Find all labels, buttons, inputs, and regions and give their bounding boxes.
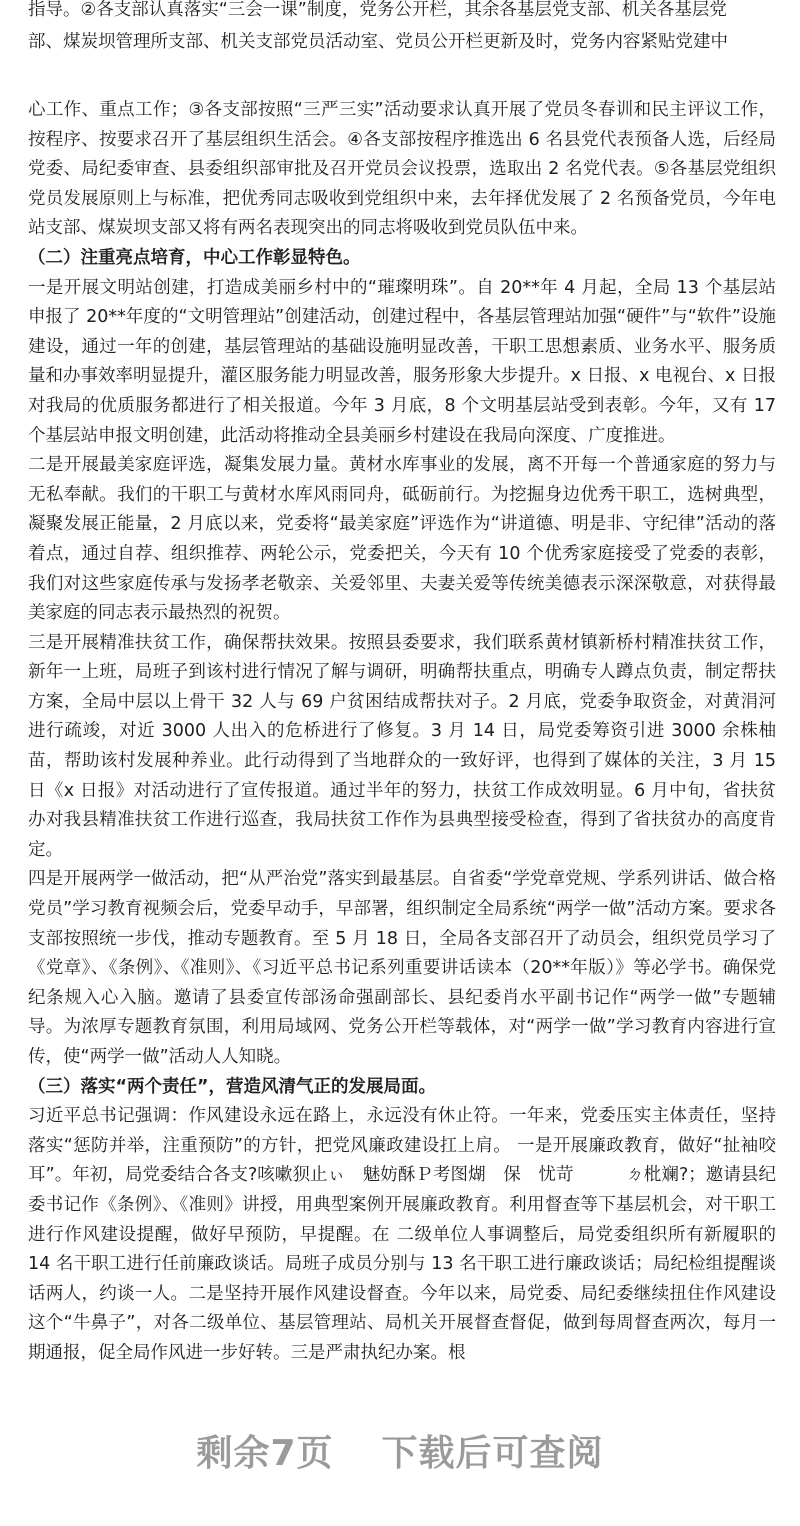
remaining-pages-text: 剩余7页 [196,1432,334,1474]
paragraph: 心工作、重点工作；③各支部按照“三严三实”活动要求认真开展了党员冬春训和民主评议工作，按程序、按要求召开了基层组织生活会。④各支部按程序推选出 6 名县党代表预备人选，后经局党委、局纪委审查、县委组织部审批及召开党员会议投票，选取出 2 名党代表。⑤各基层党组织党员发展原则上与标准，把优秀同志吸收到党组织中来，去年择优发展了 2 名预备党员，今年电站支部、煤炭坝支部又将有两名表现突出的同志将吸收到党员队伍中来。 [28,100,776,239]
section-heading: （二）注重亮点培育，中心工作彰显特色。 [28,247,361,268]
top-fragment-line2: 部、煤炭坝管理所支部、机关支部党员活动室、党员公开栏更新及时，党务内容紧贴党建中 [28,32,728,52]
section-heading: （三）落实“两个责任”，营造风清气正的发展局面。 [28,1076,437,1097]
paragraph: 二是开展最美家庭评选，凝集发展力量。黄材水库事业的发展，离不开每一个普通家庭的努力与无私奉献。我们的干职工与黄材水库风雨同舟，砥砺前行。为挖掘身边优秀干职工，选树典型，凝聚发展正能量，2 月底以来，党委将“最美家庭”评选作为“讲道德、明是非、守纪律”活动的落着点，通过自荐、组织推荐、两轮公示，党委把关，今天有 10 个优秀家庭接受了党委的表彰，我们对这些家庭传承与发扬孝老敬亲、关爱邻里、夫妻关爱等传统美德表示深深敬意，对获得最美家庭的同志表示最热烈的祝贺。 [28,455,776,624]
paragraph: 三是开展精准扶贫工作，确保帮扶效果。按照县委要求，我们联系黄材镇新桥村精准扶贫工作，新年一上班，局班子到该村进行情况了解与调研，明确帮扶重点，明确专人蹲点负责，制定帮扶方案，全局中层以上骨干 32 人与 69 户贫困结成帮扶对子。2 月底，党委争取资金，对黄涓河进行疏竣，对近 3000 人出入的危桥进行了修复。3 月 14 日，局党委筹资引进 3000 余株柚苗，帮助该村发展种养业。此行动得到了当地群众的一致好评，也得到了媒体的关注，3 月 15 日《x 日报》对活动进行了宣传报道。通过半年的努力，扶贫工作成效明显。6 月中旬，省扶贫办对我县精准扶贫工作进行巡查，我局扶贫工作作为县典型接受检查，得到了省扶贫办的高度肯定。 [28,632,776,860]
paragraph: 习近平总书记强调：作风建设永远在路上，永远没有休止符。一年来，党委压实主体责任，坚持落实“惩防并举，注重预防”的方针，把党风廉政建设扛上肩。 一是开展廉政教育，做好“扯袖咬耳”。年初，局党委结合各支?咳嗽狈止ぃ 魅妨酥Ｐ考图煳 保 忧苛 ㄉ枇斓?；邀请县纪委书记作《条例》、《准则》讲授，用典型案例开展廉政教育。利用督查等下基层机会，对干职工进行作风建设提醒，做好早预防，早提醒。在 二级单位人事调整后，局党委组织所有新履职的 14 名干职工进行任前廉政谈话。局班子成员分别与 13 名干职工进行廉政谈话；局纪检组提醒谈话两人，约谈一人。二是坚持开展作风建设督查。今年以来，局党委、局纪委继续扭住作风建设这个“牛鼻子”，对各二级单位、基层管理站、局机关开展督查督促，做到每周督查两次，每月一期通报，促全局作风进一步好转。三是严肃执纪办案。根 [28,1106,776,1363]
download-banner[interactable] [0,1420,800,1480]
top-fragment [28,0,788,58]
document-body [28,96,776,1369]
download-hint-text: 下载后可查阅 [381,1432,604,1474]
top-fragment-line1: 指导。②各支部认真落实“三会一课”制度，党务公开栏，其余各基层党支部、机关各基层党 [28,0,727,20]
paragraph: 四是开展两学一做活动，把“从严治党”落实到最基层。自省委“学党章党规、学系列讲话、做合格党员”学习教育视频会后，党委早动手，早部署，组织制定全局系统“两学一做”活动方案。要求各支部按照统一步伐，推动专题教育。至 5 月 18 日，全局各支部召开了动员会，组织党员学习了《党章》、《条例》、《准则》、《习近平总书记系列重要讲话读本（20**年版）》等必学书。确保党纪条规入心入脑。邀请了县委宣传部汤命强副部长、县纪委肖水平副书记作“两学一做”专题辅导。为浓厚专题教育氛围，利用局域网、党务公开栏等载体，对“两学一做”学习教育内容进行宣传，使“两学一做”活动人人知晓。 [28,869,776,1067]
paragraph: 一是开展文明站创建，打造成美丽乡村中的“璀璨明珠”。自 20**年 4 月起，全局 13 个基层站申报了 20**年度的“文明管理站”创建活动，创建过程中，各基层管理站加强“硬件”与“软件”设施建设，通过一年的创建，基层管理站的基础设施明显改善，干职工思想素质、业务水平、服务质量和办事效率明显提升，灌区服务能力明显改善，服务形象大步提升。x 日报、x 电视台、x 日报对我局的优质服务都进行了相关报道。今年 3 月底，8 个文明基层站受到表彰。今年，又有 17 个基层站申报文明创建，此活动将推动全县美丽乡村建设在我局向深度、广度推进。 [28,277,776,446]
